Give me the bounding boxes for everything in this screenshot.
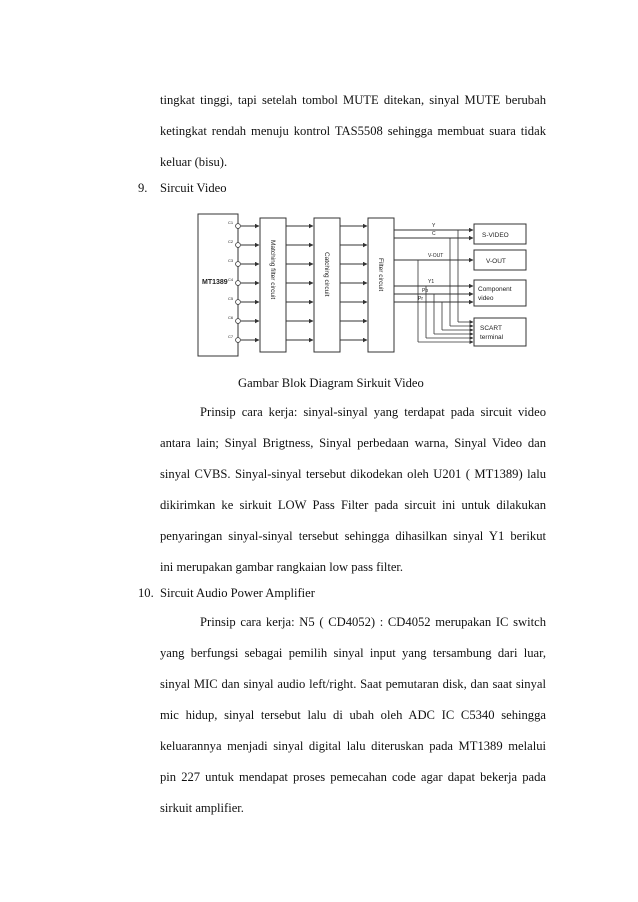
paragraph-line: sirkuit amplifier. xyxy=(160,801,244,815)
video-block-diagram xyxy=(196,212,536,360)
matching-filter-label: Matching filter circuit xyxy=(269,240,276,300)
paragraph-line: penyaringan sinyal-sinyal tersebut sehingga dihasilkan sinyal Y1 berikut xyxy=(160,529,546,543)
component-video-label: video xyxy=(478,295,494,302)
scart-terminal-box xyxy=(474,318,526,346)
filter-circuit-label: Filter circuit xyxy=(377,258,384,292)
signal-y1-label: Y1 xyxy=(428,279,435,285)
signal-vout-label: V-OUT xyxy=(428,253,444,259)
paragraph-line: ketingkat rendah menuju kontrol TAS5508 sehingga membuat suara tidak xyxy=(160,124,546,138)
chip-label: MT1389 xyxy=(202,279,228,286)
paragraph-line: yang berfungsi sebagai pemilih sinyal input yang tersambung dari luar, xyxy=(160,646,546,660)
pin-label: C6 xyxy=(228,315,234,320)
pin-label: C5 xyxy=(228,296,234,301)
paragraph-line: keluarannya menjadi sinyal digital lalu diteruskan pada MT1389 melalui xyxy=(160,739,546,753)
section-9-number: 9. xyxy=(138,181,148,195)
paragraph-line: keluar (bisu). xyxy=(160,155,228,169)
section-9-title: Sircuit Video xyxy=(160,181,227,195)
pin-label: C4 xyxy=(228,277,234,282)
paragraph-line: ini merupakan gambar rangkaian low pass filter. xyxy=(160,560,404,574)
paragraph-line: sinyal CVBS. Sinyal-sinyal tersebut dikodekan oleh U201 ( MT1389) lalu xyxy=(160,467,546,481)
signal-c-label: C xyxy=(432,231,436,237)
paragraph-line: antara lain; Sinyal Brigtness, Sinyal perbedaan warna, Sinyal Video dan xyxy=(160,436,546,450)
paragraph-line: pin 227 untuk mendapat proses pemecahan code agar dapat bekerja pada xyxy=(160,770,546,784)
svideo-label: S-VIDEO xyxy=(482,232,509,239)
pin-label: C7 xyxy=(228,334,234,339)
pin-label: C2 xyxy=(228,239,234,244)
pin-label: C1 xyxy=(228,220,234,225)
paragraph-line: tingkat tinggi, tapi setelah tombol MUTE ditekan, sinyal MUTE berubah xyxy=(160,93,546,107)
pin-label: C3 xyxy=(228,258,234,263)
scart-label: SCART xyxy=(480,325,502,332)
vout-output-label: V-OUT xyxy=(486,258,506,265)
paragraph-line: mic hidup, sinyal tersebut lalu di ubah oleh ADC IC C5340 sehingga xyxy=(160,708,546,722)
section-10-number: 10. xyxy=(138,586,154,600)
paragraph-line: Prinsip cara kerja: N5 ( CD4052) : CD4052 merupakan IC switch xyxy=(200,615,546,629)
component-video-box xyxy=(474,280,526,306)
signal-y-label: Y xyxy=(432,223,436,229)
component-label: Component xyxy=(478,286,512,293)
paragraph-line: Prinsip cara kerja: sinyal-sinyal yang terdapat pada sircuit video xyxy=(200,405,546,419)
scart-terminal-label: terminal xyxy=(480,334,504,341)
catching-circuit-label: Catching circuit xyxy=(323,252,330,297)
paragraph-line: dikirimkan ke sirkuit LOW Pass Filter pada sircuit ini untuk dilakukan xyxy=(160,498,546,512)
signal-pr-label: Pr xyxy=(418,296,423,302)
figure-caption: Gambar Blok Diagram Sirkuit Video xyxy=(238,376,424,390)
signal-pb-label: Pb xyxy=(422,288,429,294)
section-10-title: Sircuit Audio Power Amplifier xyxy=(160,586,315,600)
paragraph-line: sinyal MIC dan sinyal audio left/right. Saat pemutaran disk, dan saat sinyal xyxy=(160,677,546,691)
